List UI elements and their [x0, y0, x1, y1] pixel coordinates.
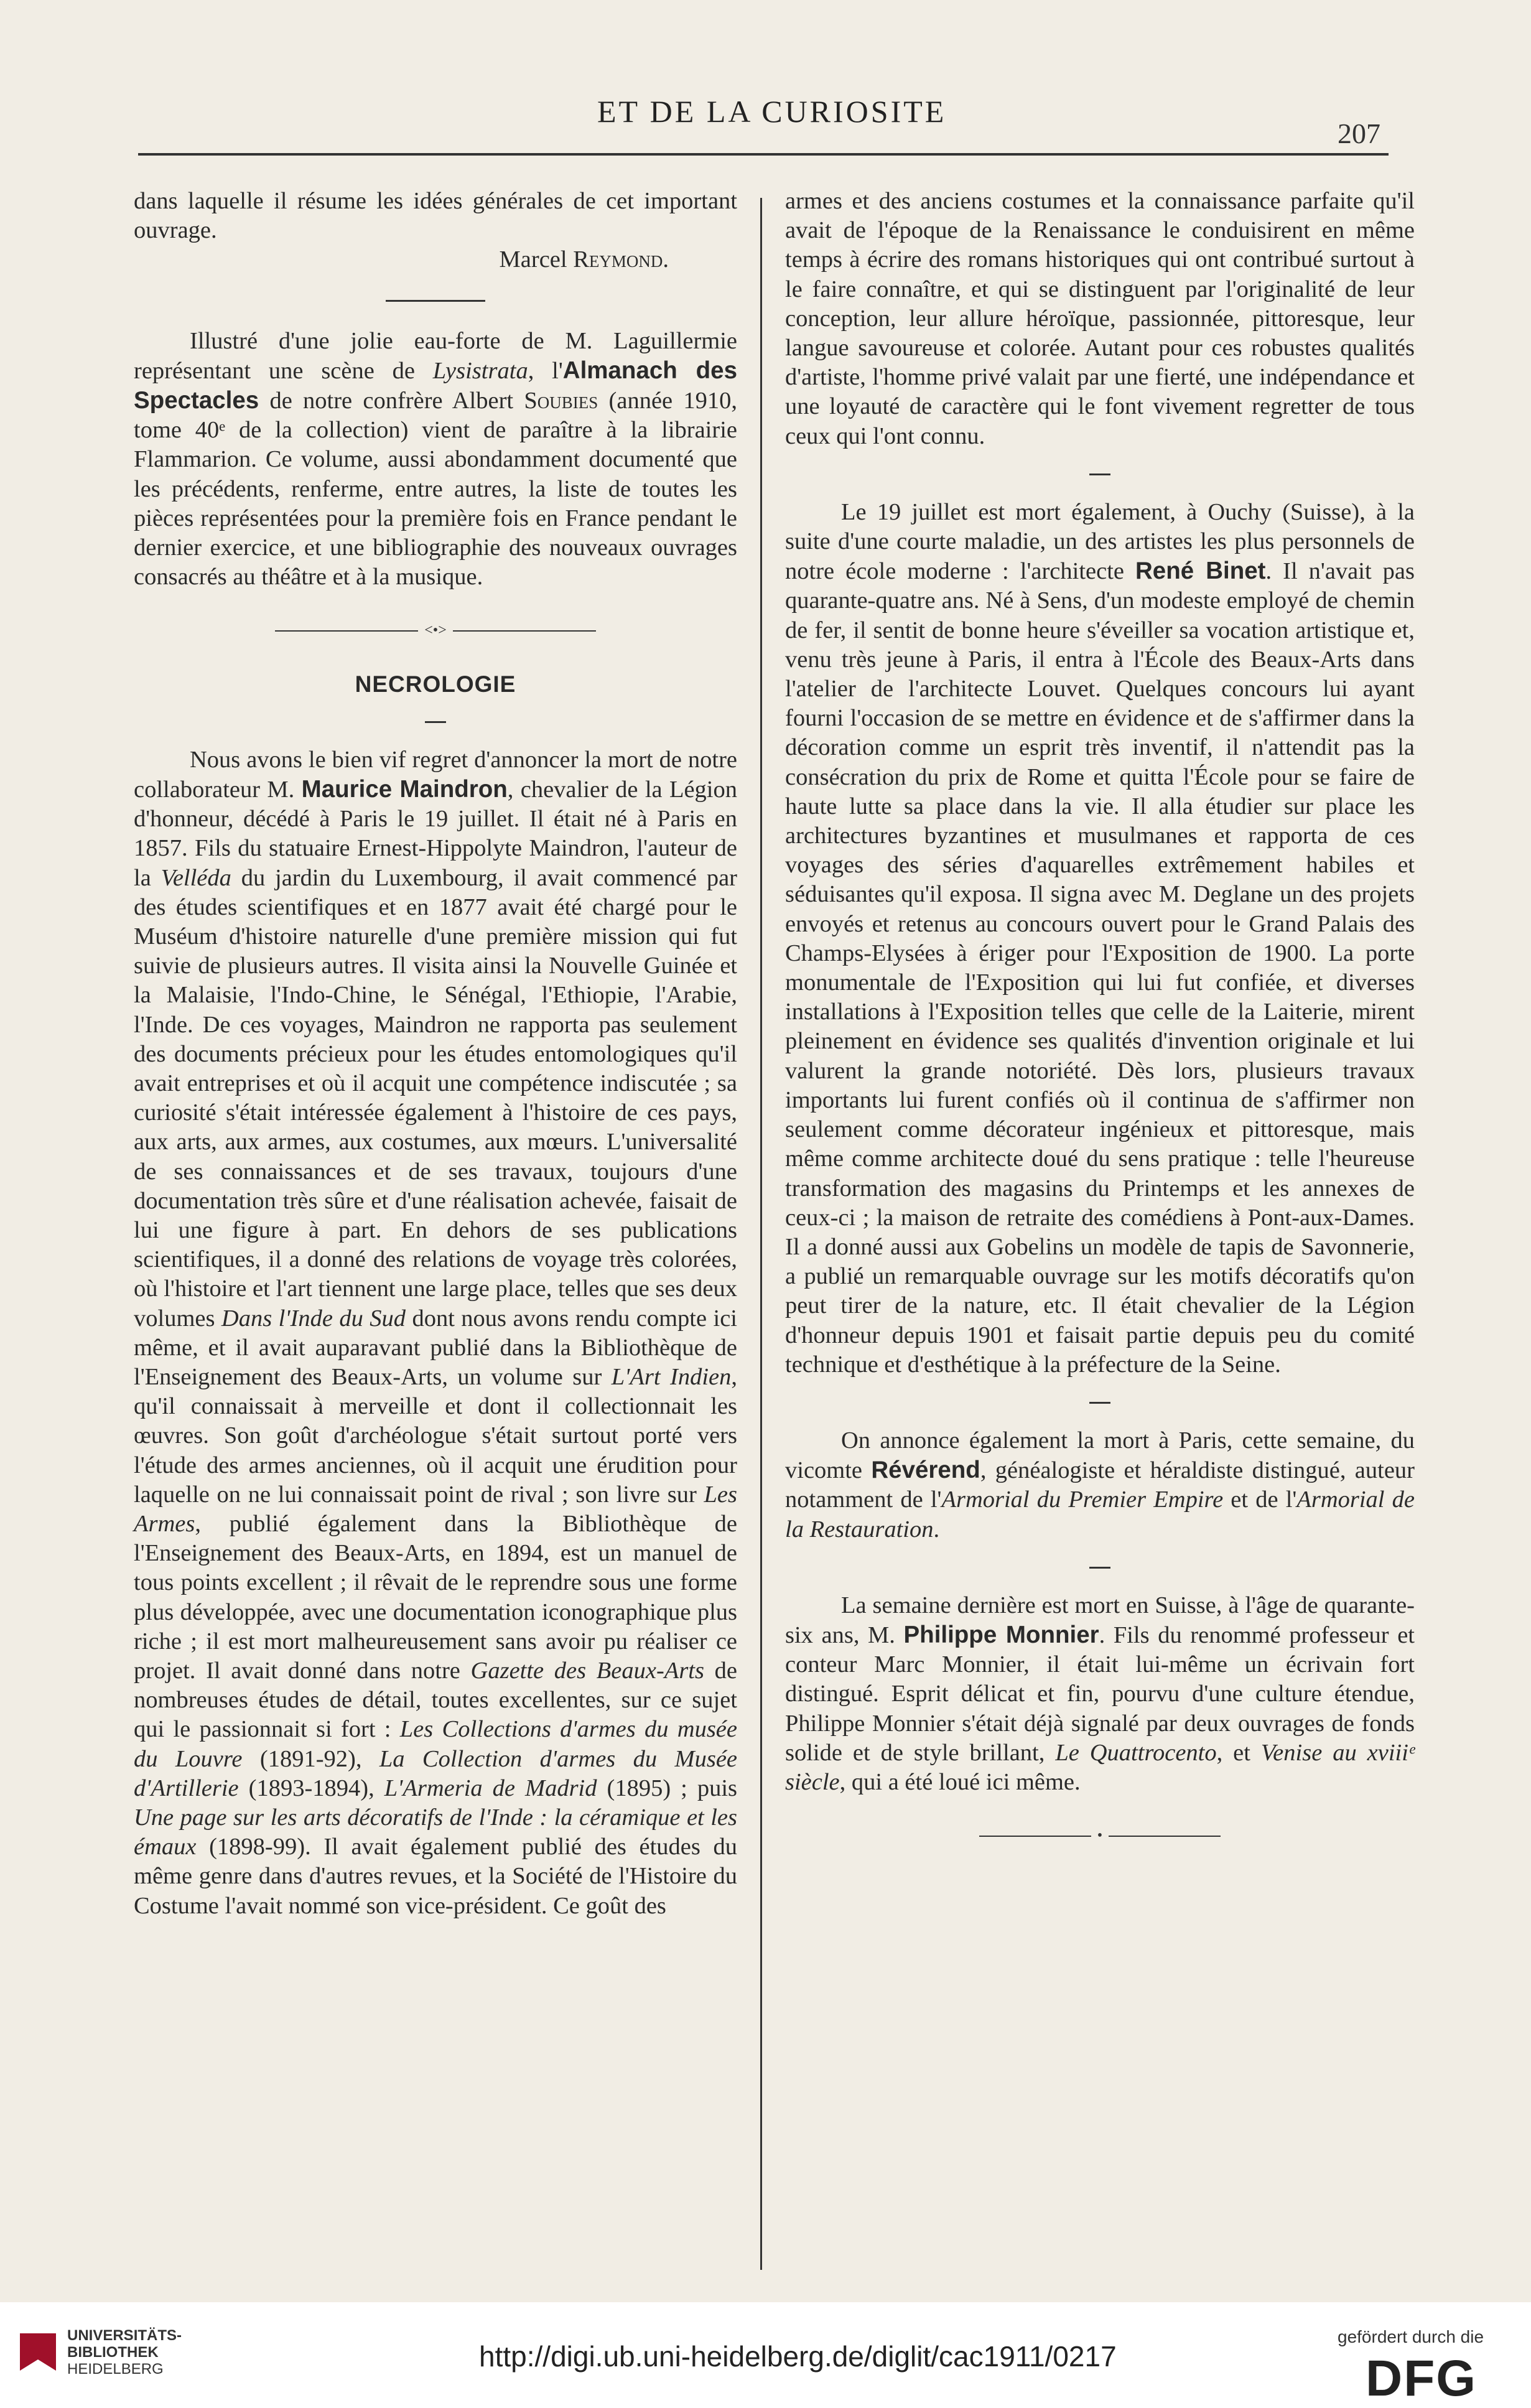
- text-run-italic: L'Art Indien: [611, 1363, 732, 1390]
- text-run-italic: L'Armeria de Madrid: [384, 1775, 597, 1801]
- section-title-necrologie: NECROLOGIE: [355, 671, 516, 697]
- signature-last-name: Reymond.: [573, 246, 669, 273]
- text-run: dont nous avons rendu compte ici même, et il avait auparavant publié dans la Bibliothèque de l'Enseignement des Beaux-Arts, un volume sur: [134, 1305, 737, 1390]
- text-run-bold: Maurice Maindron: [301, 775, 508, 803]
- page-number: 207: [1338, 118, 1380, 149]
- text-run: de notre confrère Albert: [259, 388, 524, 414]
- separator-rule: [1089, 474, 1110, 475]
- text-run-italic: Lysistrata: [432, 357, 528, 384]
- header-rule: [138, 153, 1389, 156]
- separator-rule: [386, 300, 485, 302]
- text-run-bold: Révérend: [871, 1457, 980, 1484]
- text-run: .: [933, 1516, 940, 1542]
- text-run: et de l': [1223, 1486, 1297, 1513]
- text-run-italic: La Collection d'armes du Musée d'Artillerie: [134, 1745, 737, 1801]
- university-name: [67, 2327, 182, 2378]
- sponsor-label: gefördert durch die: [1338, 2327, 1484, 2346]
- text-run-bold: René Binet: [1135, 558, 1266, 585]
- text-run: , généalogiste et héraldiste distingué, auteur notamment de l': [785, 1457, 1415, 1513]
- text-run: de nombreuses études de détail, toutes excellentes, sur ce sujet qui le passionnait si fort :: [134, 1658, 738, 1743]
- text-run-italic: Une page sur les arts décoratifs de l'Inde : la céramique et les émaux: [134, 1804, 737, 1860]
- text-run-italic: Armorial de la Restauration: [785, 1486, 1415, 1542]
- column-rule: [760, 198, 762, 2270]
- reverend-paragraph: [785, 1426, 1415, 1544]
- dfg-logo: DFG: [1366, 2350, 1477, 2407]
- left-column: [134, 187, 737, 1921]
- separator-rule: [1089, 1402, 1110, 1404]
- text-run: (1893-1894),: [238, 1775, 384, 1801]
- text-run: On annonce également la mort à Paris, cette semaine, du vicomte: [785, 1427, 1415, 1484]
- text-run: , et: [1216, 1739, 1261, 1766]
- intro-paragraph: dans laquelle il résume les idées générales de cet important ouvrage.: [134, 188, 737, 244]
- university-line: UNIVERSITÄTS-: [67, 2327, 182, 2344]
- text-run: (1891-92),: [242, 1745, 379, 1772]
- text-run-italic: Dans l'Inde du Sud: [221, 1305, 406, 1332]
- signature-first-name: Marcel: [499, 246, 567, 273]
- text-run: Nous avons le bien vif regret d'annoncer la mort de notre collaborateur M.: [134, 746, 737, 803]
- text-run: La semaine dernière est mort en Suisse, à l'âge de quarante-six ans, M.: [785, 1592, 1415, 1648]
- ornament-separator: •: [785, 1821, 1415, 1850]
- running-header-title: ET DE LA CURIOSITE: [597, 94, 947, 129]
- text-run: , publié également dans la Bibliothèque de l'Enseignement des Beaux-Arts, en 1894, est un manuel de tous points excellent ; il rêvait de le reprendre sous une forme plus développée, avec une documentation iconographique plus riche ; il est mort malheureusement sans avoir pu réaliser ce projet. Il avait donné dans notre: [134, 1511, 737, 1684]
- separator-rule: [425, 721, 446, 723]
- ornament-separator: <•>: [134, 615, 737, 645]
- text-run: , chevalier de la Légion d'honneur, décédé à Paris le 19 juillet. Il était né à Paris en 1857. Fils du statuaire Ernest-Hippolyte Maindron, l'auteur de la: [134, 776, 737, 891]
- text-run: (année 1910, tome 40ᵉ de la collection) vient de paraître à la librairie Flammarion. Ce volume, aussi abondamment documenté que les précédents, renferme, entre autres, la liste de toutes les pièces représentées pour la première fois en France pendant le dernier exercice, et une bibliographie des nouveaux ouvrages consacrés au théâtre et à la musique.: [134, 388, 737, 590]
- almanach-paragraph: [134, 327, 737, 592]
- signature: [134, 245, 737, 274]
- right-column: [785, 187, 1415, 1874]
- text-run: (1898-99). Il avait également publié des études du même genre dans d'autres revues, et la Société de l'Histoire du Costume l'avait nommé son vice-président. Ce goût des: [134, 1834, 737, 1919]
- text-run-italic: Le Quattrocento: [1055, 1739, 1217, 1766]
- binet-paragraph: [785, 498, 1415, 1379]
- monnier-paragraph: [785, 1591, 1415, 1797]
- university-line: HEIDELBERG: [67, 2361, 164, 2378]
- separator-rule: [1089, 1567, 1110, 1569]
- text-run: du jardin du Luxembourg, il avait commencé par des études scientifiques et en 1877 avait été chargé pour le Muséum d'histoire naturelle d'une première mission qui fut suivie de plusieurs autres. Il visita ainsi la Nouvelle Guinée et la Malaisie, l'Indo-Chine, le Sénégal, l'Ethiopie, l'Arabie, l'Inde. De ces voyages, Maindron ne rapporta pas seulement des documents précieux pour les études entomologiques qu'il avait entreprises et où il acquit une compétence indiscutée ; sa curiosité s'était intéressée également à l'histoire de ces pays, aux arts, aux armes, aux costumes, aux mœurs. L'universalité de ses connaissances et de ses travaux, toujours d'une documentation très sûre et d'une réalisation achevée, faisait de lui une figure à part. En dehors de ses publications scientifiques, il a donné des relations de voyage très colorées, où l'histoire et l'art tiennent une large place, telles que ses deux volumes: [134, 864, 737, 1332]
- university-line: BIBLIOTHEK: [67, 2344, 159, 2361]
- text-run: , l': [528, 357, 563, 384]
- text-run: , qui a été loué ici même.: [839, 1768, 1081, 1795]
- text-run-italic: Les Armes: [134, 1481, 737, 1537]
- text-run: . Il n'avait pas quarante-quatre ans. Né à Sens, d'un modeste employé de chemin de fer, il sentit de bonne heure s'éveiller sa vocation artistique et, venu très jeune à Paris, il entra à l'École des Beaux-Arts dans l'atelier de l'architecte Louvet. Quelques concours lui ayant fourni l'occasion de se mettre en évidence et de s'affirmer dans la décoration comme un esprit très inventif, il n'attendit pas la consécration du prix de Rome et quitta l'École pour se faire de haute lutte sa place dans la vie. Il alla étudier sur place les architectures byzantines et musulmanes et rapporta de ces voyages des séries d'aquarelles extrêmement habiles et séduisantes qu'il exposa. Il signa avec M. Deglane un des projets envoyés et retenus au concours ouvert pour le Grand Palais des Champs-Elysées à ériger pour l'Exposition de 1900. La porte monumentale de l'Exposition qui lui fut confiée, et diverses installations à l'Exposition telles que celle de la Laiterie, mirent pleinement en évidence ses qualités d'invention originale et lui valurent la grande notoriété. Dès lors, plusieurs travaux importants lui furent confiés où il continua de s'affirmer non seulement comme décorateur ingénieux et pittoresque, mais même comme architecte doué du sens pratique : telle l'heureuse transformation des magasins du Printemps et les annexes de ceux-ci ; la maison de retraite des comédiens à Pont-aux-Dames. Il a donné aussi aux Gobelins un modèle de tapis de Savonnerie, a publié un remarquable ouvrage sur les motifs décoratifs qu'on peut tirer de la nature, etc. Il était chevalier de la Légion d'honneur depuis 1901 et faisait partie depuis peu du comité technique et d'esthétique à la préfecture de la Seine.: [785, 558, 1415, 1378]
- text-run-bold: Philippe Monnier: [903, 1621, 1099, 1648]
- text-run-italic: Venise au xviiiᵉ siècle: [785, 1739, 1415, 1795]
- permalink-url[interactable]: http://digi.ub.uni-heidelberg.de/diglit/cac1911/0217: [479, 2340, 1117, 2373]
- text-run-smallcaps: Soubies: [524, 388, 598, 414]
- maindron-paragraph: [134, 745, 737, 1921]
- text-run-italic: Armorial du Premier Empire: [941, 1486, 1224, 1513]
- text-run-italic: Gazette des Beaux-Arts: [470, 1658, 704, 1684]
- text-run: (1895) ; puis: [597, 1775, 737, 1801]
- text-run-italic: Velléda: [161, 864, 231, 891]
- text-run-bold: Almanach des Spectacles: [134, 357, 738, 414]
- text-run: . Fils du renommé professeur et conteur Marc Monnier, il était lui-même un écrivain fort distingué. Esprit délicat et fin, pourvu d'une culture étendue, Philippe Monnier s'était déjà signalé par deux ouvrages de fonds solide et de style brillant,: [785, 1622, 1415, 1766]
- text-run: Illustré d'une jolie eau-forte de M. Laguillermie représentant une scène de: [134, 327, 737, 384]
- maindron-continued-paragraph: armes et des anciens costumes et la connaissance parfaite qu'il avait de l'époque de la Renaissance le conduisirent en même temps à écrire des romans historiques qui ont contribué surtout à le faire connaître, et qui se distinguent par l'originalité de leur conception, leur allure héroïque, passionnée, pittoresque, leur langue savoureuse et colorée. Autant pour ces robustes qualités d'artiste, l'homme privé valait par une fierté, une indépendance et une loyauté de caractère qui le font vivement regretter de tous ceux qui l'ont connu.: [785, 188, 1415, 449]
- text-run: , qu'il connaissait à merveille et dont il collectionnait les œuvres. Son goût d'archéologue s'était surtout porté vers l'étude des armes anciennes, où il acquit une érudition pour laquelle on ne lui connaissait point de rival ; son livre sur: [134, 1363, 737, 1508]
- text-run: Le 19 juillet est mort également, à Ouchy (Suisse), à la suite d'une courte maladie, un des artistes les plus personnels de notre école moderne : l'architecte: [785, 498, 1415, 585]
- text-run-italic: Les Collections d'armes du musée du Louvre: [134, 1716, 737, 1772]
